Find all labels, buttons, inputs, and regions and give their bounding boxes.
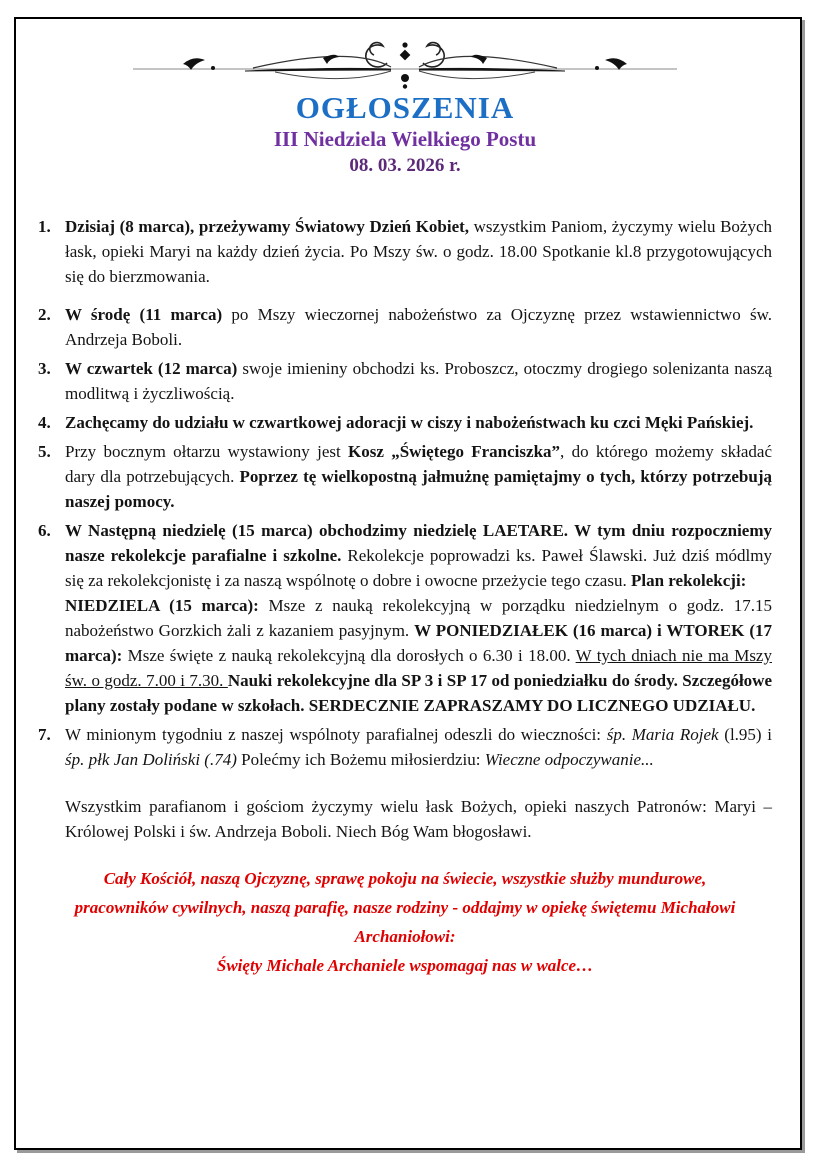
- flourish-icon: [125, 38, 685, 90]
- announcement-item: [38, 410, 772, 435]
- announcement-item: [38, 356, 772, 406]
- announcements-list: [38, 214, 772, 772]
- item-number: 6.: [38, 521, 51, 540]
- announcement-item: [38, 439, 772, 514]
- item-number: 5.: [38, 442, 51, 461]
- item-text: Przy bocznym ołtarzu wystawiony jest Kosz „Świętego Franciszka”, do którego możemy składać dary dla potrzebujących. Poprzez tę wielkopostną jałmużnę pamiętajmy o tych, którzy potrzebują naszej pomocy.: [65, 442, 772, 511]
- item-text: W czwartek (12 marca) swoje imieniny obchodzi ks. Proboszcz, otoczmy drogiego solenizanta naszą modlitwą i życzliwością.: [65, 359, 772, 403]
- item-text: W środę (11 marca) po Mszy wieczornej nabożeństwo za Ojczyznę przez wstawiennictwo św. Andrzeja Boboli.: [65, 305, 772, 349]
- item-text: Dzisiaj (8 marca), przeżywamy Światowy Dzień Kobiet, wszystkim Paniom, życzymy wielu Bożych łask, opieki Maryi na każdy dzień życia. Po Mszy św. o godz. 18.00 Spotkanie kl.8 przygotowujących się do bierzmowania.: [65, 217, 772, 286]
- dedication-line: pracowników cywilnych, naszą parafię, nasze rodziny - oddajmy w opiekę świętemu Michałowi: [74, 898, 736, 917]
- dedication-line: Archaniołowi:: [354, 927, 456, 946]
- dedication-text: [38, 864, 772, 980]
- item-number: 1.: [38, 217, 51, 236]
- item-text: W minionym tygodniu z naszej wspólnoty parafialnej odeszli do wieczności: śp. Maria Rojek (l.95) i śp. płk Jan Doliński (.74) Polećmy ich Bożemu miłosierdziu: Wieczne odpoczywanie...: [65, 725, 772, 769]
- bulletin-page: [38, 34, 772, 980]
- item-text: Zachęcamy do udziału w czwartkowej adoracji w ciszy i nabożeństwach ku czci Męki Pańskiej.: [65, 413, 754, 432]
- dedication-line: Święty Michale Archaniele wspomagaj nas w walce…: [216, 956, 594, 975]
- dedication-line: Cały Kościół, naszą Ojczyznę, sprawę pokoju na świecie, wszystkie służby mundurowe,: [103, 869, 707, 888]
- page-title: OGŁOSZENIA: [295, 90, 515, 125]
- page-subtitle: III Niedziela Wielkiego Postu: [273, 127, 537, 151]
- announcement-item: [38, 302, 772, 352]
- page-date: 08. 03. 2026 r.: [349, 155, 461, 176]
- bulletin-header: [38, 92, 772, 178]
- item-number: 7.: [38, 725, 51, 744]
- item-number: 2.: [38, 305, 51, 324]
- item-number: 4.: [38, 413, 51, 432]
- announcement-item: [38, 722, 772, 772]
- item-text: W Następną niedzielę (15 marca) obchodzimy niedzielę LAETARE. W tym dniu rozpoczniemy nasze rekolekcje parafialne i szkolne. Rekolekcje poprowadzi ks. Paweł Ślawski. Już dziś módlmy się za rekolekcjonistę i za naszą wspólnotę o dobre i owocne przeżycie tego czasu. Plan rekolekcji: NIEDZIELA (15 marca): Msze z nauką rekolekcyjną w porządku niedzielnym o godz. 17.15 nabożeństwo Gorzkich żali z kazaniem pasyjnym. W PONIEDZIAŁEK (16 marca) i WTOREK (17 marca): Msze święte z nauką rekolekcyjną dla dorosłych o 6.30 i 18.00. W tych dniach nie ma Mszy św. o godz. 7.00 i 7.30. Nauki rekolekcyjne dla SP 3 i SP 17 od poniedziałku do środy. Szczegółowe plany zostały podane w szkołach. SERDECZNIE ZAPRASZAMY DO LICZNEGO UDZIAŁU.: [65, 521, 772, 715]
- item-number: 3.: [38, 359, 51, 378]
- closing-paragraph: Wszystkim parafianom i gościom życzymy wielu łask Bożych, opieki naszych Patronów: Maryi – Królowej Polski i św. Andrzeja Boboli. Niech Bóg Wam błogosławi.: [65, 797, 772, 841]
- announcement-item: [38, 518, 772, 718]
- ornament-divider: [38, 38, 772, 90]
- announcement-item: [38, 214, 772, 289]
